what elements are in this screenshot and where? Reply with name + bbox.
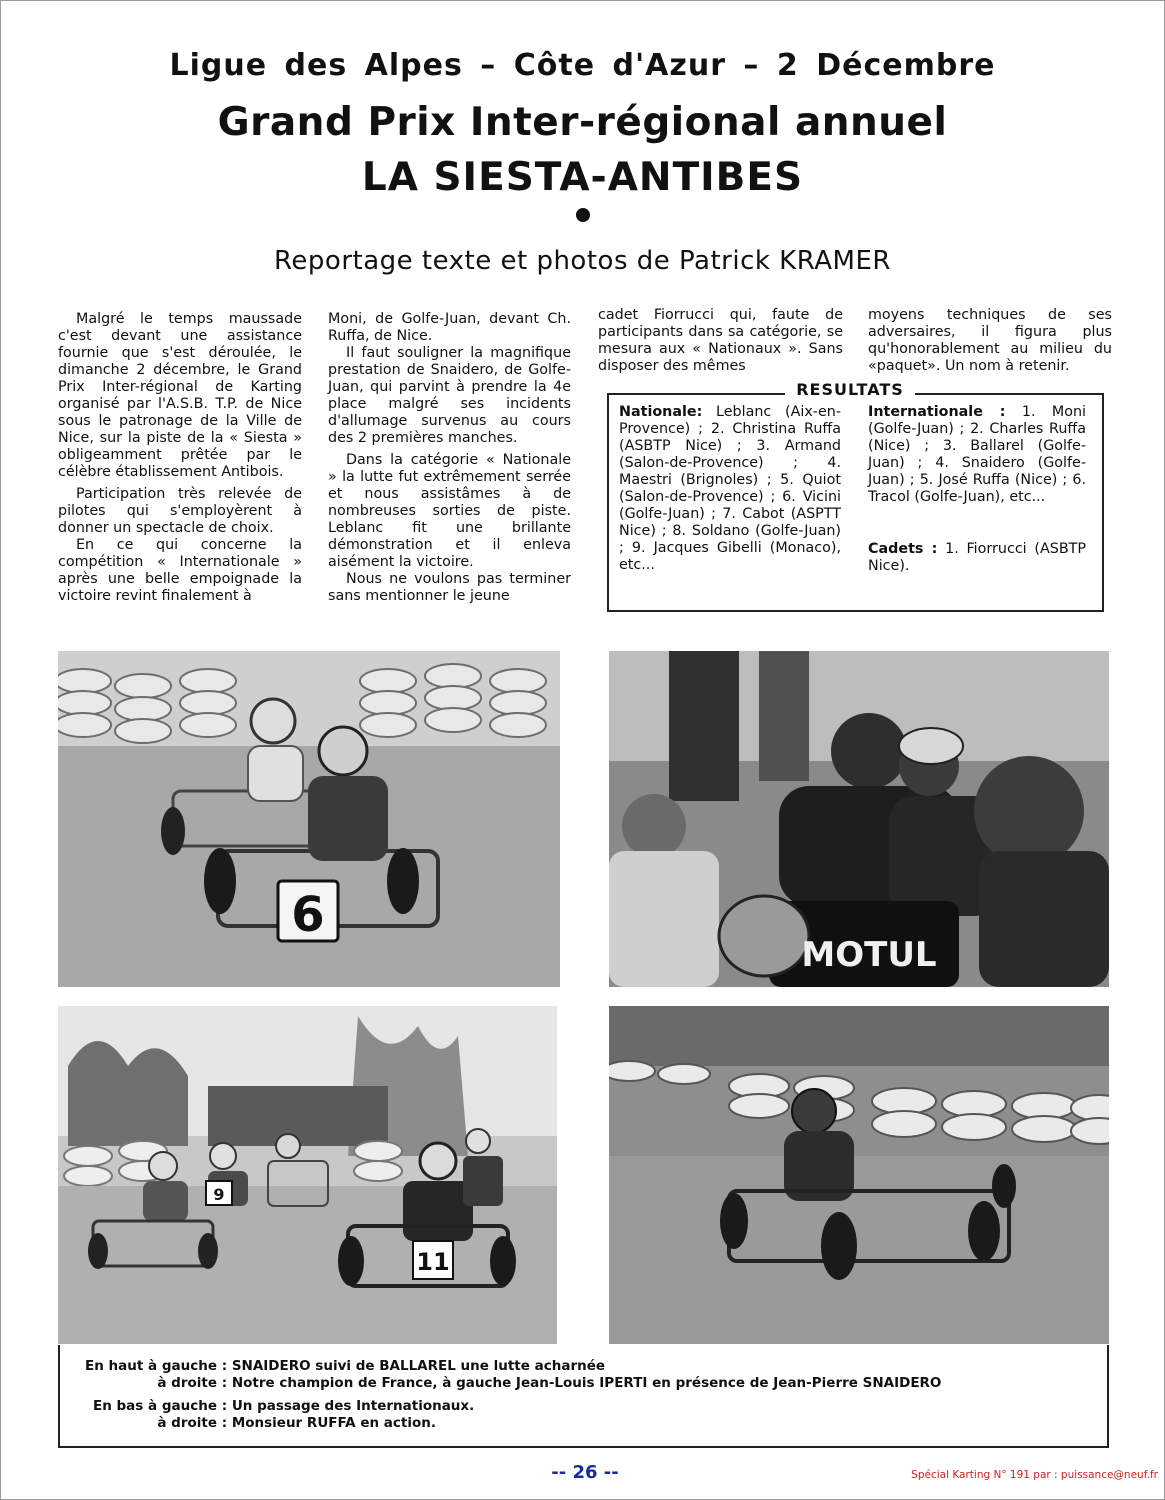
caption-text: Notre champion de France, à gauche Jean-Louis IPERTI en présence de Jean-Pierre SNAIDERO xyxy=(231,1375,942,1391)
cadets-results: 1. Fiorrucci (ASBTP Nice). xyxy=(868,541,1087,574)
caption-text: Un passage des Internationaux. xyxy=(231,1398,475,1414)
article-paragraph: En ce qui concerne la compétition « Internationale » après une belle empoignade la victoire revint finalement à xyxy=(58,537,302,604)
internationale-label: Internationale : xyxy=(868,404,1006,420)
article-paragraph: Il faut souligner la magnifique prestation de Snaidero, de Golfe-Juan, qui parvint à prendre la 4e place malgré ses incidents d'allumage survenus au cours des 2 premières manches. xyxy=(328,345,571,446)
byline: Reportage texte et photos de Patrick KRAMER xyxy=(274,246,891,276)
caption-line: En bas à gauche : Un passage des Internationaux. xyxy=(72,1398,474,1415)
page-number: -- 26 -- xyxy=(551,1462,619,1483)
internationale-results: 1. Moni (Golfe-Juan) ; 2. Charles Ruffa (Nice) ; 3. Ballarel (Golfe-Juan) ; 4. Snaidero (Golfe-Juan) ; 5. José Ruffa (Nice) ; 6. Tracol (Golfe-Juan), etc... xyxy=(868,404,1086,505)
caption-label: à droite xyxy=(157,1415,217,1431)
photo-top-right xyxy=(609,651,1109,987)
results-nationale xyxy=(619,404,841,574)
event-title: Grand Prix Inter-régional annuel xyxy=(217,100,948,145)
caption-line: En haut à gauche : SNAIDERO suivi de BALLAREL une lutte acharnée xyxy=(72,1358,605,1375)
article-column-3 xyxy=(598,307,843,375)
venue-title: LA SIESTA-ANTIBES xyxy=(361,155,804,200)
nationale-results: Leblanc (Aix-en-Provence) ; 2. Christina Ruffa (ASBTP Nice) ; 3. Armand (Salon-de-Provence) ; 4. Maestri (Brignoles) ; 5. Quiot (Salon-de-Provence) ; 6. Vicini (Golfe-Juan) ; 7. Cabot (ASPTT Nice) ; 8. Soldano (Golfe-Juan) ; 9. Jacques Gibelli (Monaco), etc... xyxy=(619,404,841,573)
caption-line: à droite : Monsieur RUFFA en action. xyxy=(72,1415,436,1432)
caption-label: à droite xyxy=(157,1375,217,1391)
league-heading: Ligue des Alpes – Côte d'Azur – 2 Décembre xyxy=(169,48,996,83)
article-paragraph: Moni, de Golfe-Juan, devant Ch. Ruffa, de Nice. xyxy=(328,311,571,344)
kart-number-11: 11 xyxy=(416,1248,450,1276)
caption-label: En bas à gauche xyxy=(92,1398,217,1414)
article-paragraph: Participation très relevée de pilotes qui s'employèrent à donner un spectacle de choix. xyxy=(58,486,302,536)
footer-credit: Spécial Karting N° 191 par : puissance@neuf.fr xyxy=(911,1469,1158,1481)
article-paragraph: Malgré le temps maussade c'est devant une assistance fournie que s'est déroulée, le dimanche 2 décembre, le Grand Prix Inter-régional de Karting organisé par l'A.S.B. T.P. de Nice sous le patronage de la Ville de Nice, sur la piste de la « Siesta » obligeamment prêtée par le célèbre établissement Antibois. xyxy=(58,311,302,480)
article-column-2 xyxy=(328,311,571,605)
article-paragraph: Nous ne voulons pas terminer sans mentionner le jeune xyxy=(328,571,571,604)
photo-bottom-left xyxy=(58,1006,557,1344)
photo-bottom-right xyxy=(609,1006,1109,1344)
article-column-4 xyxy=(868,307,1112,375)
results-title: RESULTATS xyxy=(785,380,915,399)
caption-line: à droite : Notre champion de France, à gauche Jean-Louis IPERTI en présence de Jean-Pierre SNAIDERO xyxy=(72,1375,941,1392)
motul-sponsor-text: MOTUL xyxy=(801,935,937,975)
caption-label: En haut à gauche xyxy=(85,1358,217,1374)
kart-number-6: 6 xyxy=(291,887,325,943)
article-paragraph: cadet Fiorrucci qui, faute de participants dans sa catégorie, se mesura aux « Nationaux ». Sans disposer des mêmes xyxy=(598,307,843,374)
kart-number-9: 9 xyxy=(213,1185,225,1204)
nationale-label: Nationale: xyxy=(619,404,703,420)
caption-text: SNAIDERO suivi de BALLAREL une lutte acharnée xyxy=(231,1358,606,1374)
cadets-label: Cadets : xyxy=(868,541,938,557)
article-paragraph: Dans la catégorie « Nationale » la lutte fut extrêmement serrée et nous assistâmes à de nombreuses sorties de piste. Leblanc fit une brillante démonstration et il enleva aisément la victoire. xyxy=(328,452,571,570)
results-cadets xyxy=(868,541,1086,575)
bullet-divider xyxy=(576,208,590,222)
photo-top-left xyxy=(58,651,560,987)
article-paragraph: moyens techniques de ses adversaires, il figura plus qu'honorablement au milieu du «paquet». Un nom à retenir. xyxy=(868,307,1112,374)
article-column-1 xyxy=(58,311,302,605)
caption-text: Monsieur RUFFA en action. xyxy=(231,1415,436,1431)
results-internationale xyxy=(868,404,1086,506)
